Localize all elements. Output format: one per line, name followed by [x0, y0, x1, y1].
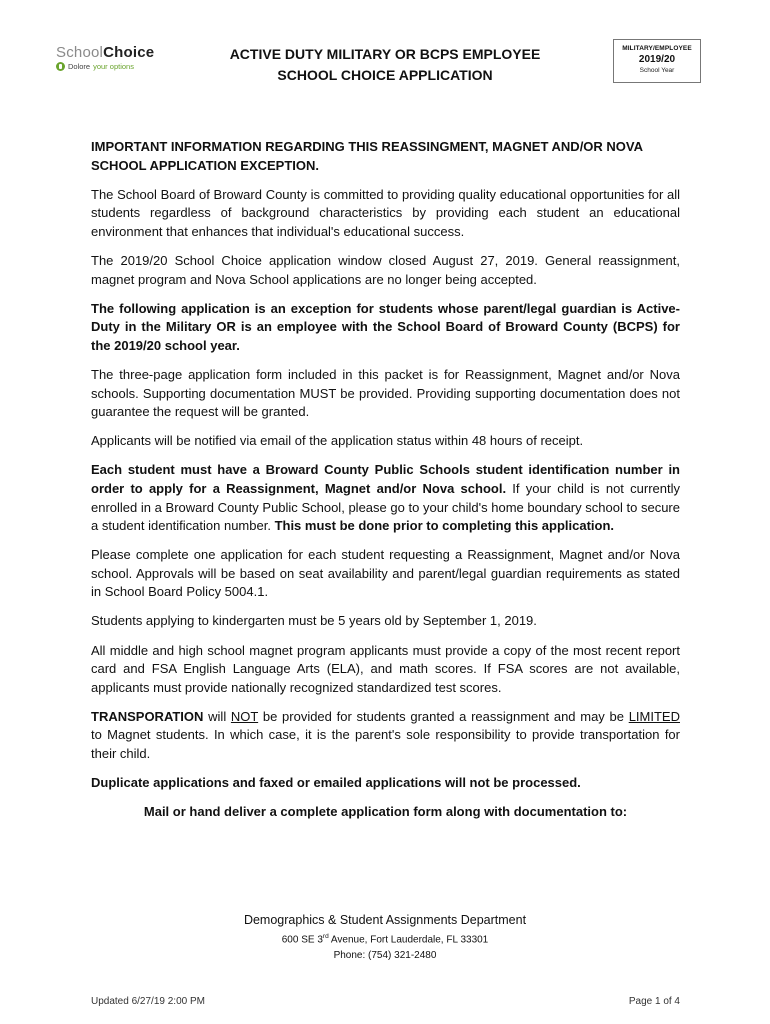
title-line-1: ACTIVE DUTY MILITARY OR BCPS EMPLOYEE: [229, 46, 541, 62]
paragraph-kindergarten: Students applying to kindergarten must be 5 years old by September 1, 2019.: [91, 613, 537, 629]
paragraph-magnet-scores: All middle and high school magnet program applicants must provide a copy of the most recent report card and FSA English Language Arts (ELA), and math scores. If FSA scores are not available, applicants must provide nationally recognized standardized test scores.: [91, 642, 680, 695]
paragraph-transportation: [91, 708, 680, 764]
school-year-box: [613, 39, 701, 83]
transportation-limited: LIMITED: [628, 708, 680, 724]
mailing-address: [150, 912, 620, 964]
student-id-bold-2: This must be done prior to completing this application.: [274, 518, 615, 534]
address-department: Demographics & Student Assignments Department: [243, 913, 527, 927]
logo-wordmark: [56, 44, 168, 61]
body-content: [91, 138, 680, 832]
logo-tag-prefix: Dolore: [68, 62, 91, 71]
logo-tag-accent: your options: [93, 62, 134, 71]
street-prefix: 600 SE 3: [281, 934, 323, 946]
transportation-b: be provided for students granted a reassignment and may be: [258, 708, 629, 724]
transportation-bold: TRANSPORATION: [91, 708, 204, 724]
address-phone: Phone: (754) 321-2480: [333, 950, 437, 962]
paragraph-student-id: [91, 461, 680, 535]
street-suffix: Avenue, Fort Lauderdale, FL 33301: [328, 934, 489, 946]
document-title: [190, 44, 580, 86]
year-box-sub: School Year: [639, 67, 675, 74]
logo-word-school: School: [56, 44, 104, 61]
student-id-bold: Each student must have a Broward County Public Schools student identification number in order to apply for a Reassignment, Magnet and/or Nova school.: [91, 462, 680, 496]
paragraph-mail-instructions: Mail or hand deliver a complete application form along with documentation to:: [143, 804, 628, 820]
school-choice-logo: [56, 44, 168, 71]
logo-tagline: [56, 62, 168, 71]
title-line-2: SCHOOL CHOICE APPLICATION: [277, 67, 493, 83]
paragraph-duplicates: Duplicate applications and faxed or emailed applications will not be processed.: [91, 775, 581, 791]
footer-updated: Updated 6/27/19 2:00 PM: [91, 996, 205, 1007]
paragraph-exception: The following application is an exception for students whose parent/legal guardian is Active-Duty in the Military OR is an employee with the School Board of Broward County (BCPS) for the 2019/20 school year.: [91, 300, 680, 353]
transportation-not: NOT: [230, 708, 259, 724]
student-id-normal: If your child is not currently enrolled in a Broward County Public School, please go to your child's home boundary school to secure a student identification number.: [91, 480, 680, 534]
paragraph-commitment: The School Board of Broward County is committed to providing quality educational opportunities for all students regardless of background characteristics by providing each student an educational environment that enhances that individual's educational success.: [91, 186, 680, 239]
year-box-label: MILITARY/EMPLOYEE: [622, 45, 692, 52]
logo-word-choice: Choice: [103, 44, 155, 61]
paragraph-three-page: The three-page application form included in this packet is for Reassignment, Magnet and/or Nova schools. Supporting documentation MUST be provided. Providing supporting documentation does not guarantee the request will be granted.: [91, 366, 680, 420]
transportation-c: to Magnet students. In which case, it is the parent's sole responsibility to provide transportation for their child.: [91, 727, 680, 762]
address-street: [150, 929, 620, 948]
year-box-year: 2019/20: [638, 54, 676, 65]
paragraph-window-closed: The 2019/20 School Choice application window closed August 27, 2019. General reassignment, magnet program and Nova School applications are no longer being accepted.: [91, 252, 680, 287]
important-heading: IMPORTANT INFORMATION REGARDING THIS REASSINGMENT, MAGNET AND/OR NOVA SCHOOL APPLICATION EXCEPTION.: [91, 139, 643, 173]
paragraph-notification: Applicants will be notified via email of the application status within 48 hours of receipt.: [91, 433, 584, 449]
logo-figure-icon: [56, 62, 65, 71]
street-sup: rd: [322, 933, 329, 940]
paragraph-one-application: Please complete one application for each student requesting a Reassignment, Magnet and/or Nova school. Approvals will be based on seat availability and parent/legal guardian requirements as stated in School Board Policy 5004.1.: [91, 547, 680, 600]
transportation-a: will: [203, 708, 231, 724]
footer-page-number: Page 1 of 4: [628, 996, 680, 1007]
